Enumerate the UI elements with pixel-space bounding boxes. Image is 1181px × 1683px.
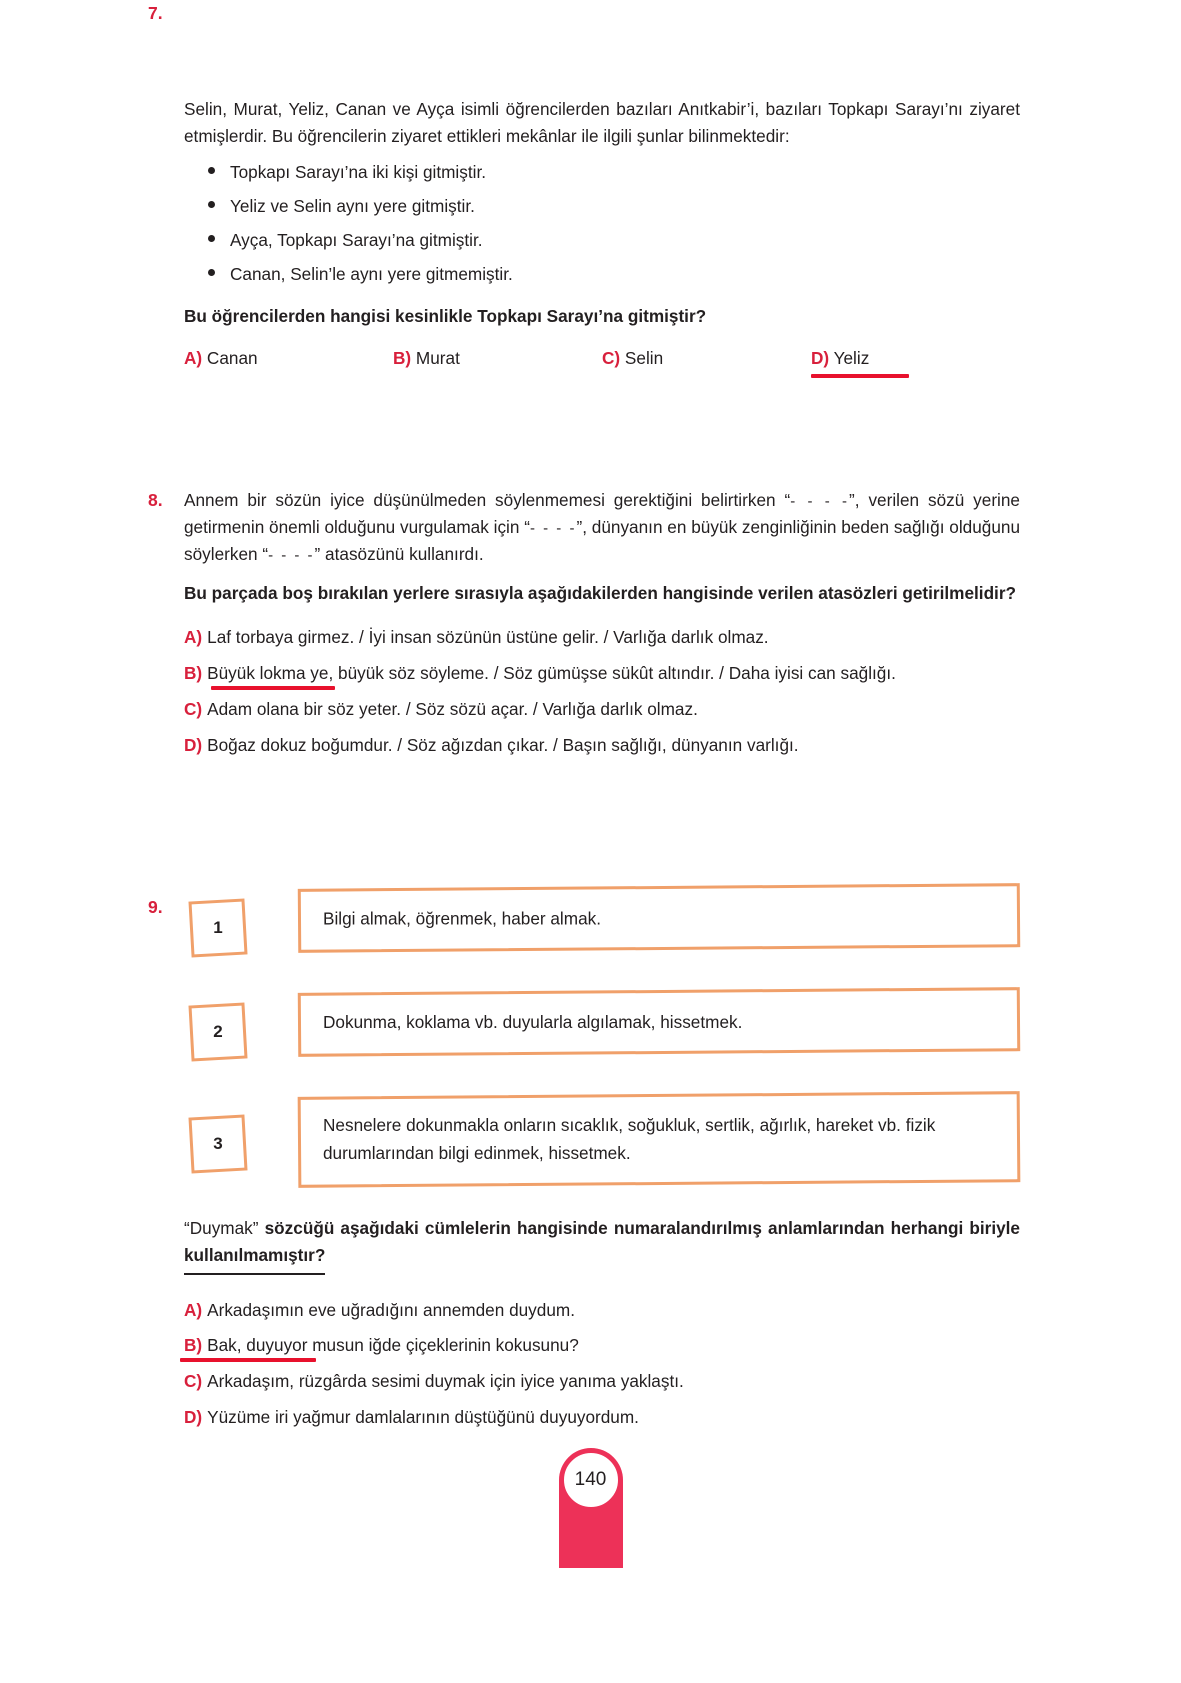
question-8-number: 8.	[148, 490, 163, 511]
option-c-text: Arkadaşım, rüzgârda sesimi duymak için iyice yanıma yaklaştı.	[207, 1371, 684, 1392]
option-b[interactable]	[184, 656, 1020, 692]
question-9-options	[184, 1293, 1020, 1436]
option-c[interactable]	[184, 1364, 1020, 1400]
option-b-letter: B)	[393, 348, 412, 369]
meaning-number-label: 2	[213, 1021, 223, 1041]
stem-part-4: ” atasözünü kullanırdı.	[314, 543, 484, 564]
option-a[interactable]	[184, 348, 393, 369]
meaning-number-2	[188, 1002, 247, 1061]
blank-dashes: - - - -	[529, 519, 577, 537]
page-number: 140	[574, 1469, 607, 1490]
answer-mark-underline	[211, 686, 335, 690]
question-7-number: 7.	[148, 3, 163, 23]
meaning-text-box-1	[298, 883, 1020, 952]
stem-part-3: ”, dünyanın en büyük zenginliğinin beden sağlığı olduğunu söylerken “	[184, 516, 1021, 564]
meaning-number-label: 3	[213, 1133, 223, 1153]
question-8	[148, 487, 1020, 764]
option-c[interactable]	[184, 692, 1020, 728]
question-7-bullet-list	[184, 155, 1020, 292]
option-a-text: Laf torbaya girmez. / İyi insan sözünün üstüne gelir. / Varlığa darlık olmaz.	[207, 627, 769, 648]
question-8-options	[184, 620, 1020, 763]
page-number-tab	[559, 1448, 623, 1568]
option-a[interactable]	[184, 620, 1020, 656]
question-9-number: 9.	[148, 896, 163, 917]
stem-part-2: ”, verilen sözü yerine getirmenin önemli olduğunu vurgulamak için “	[184, 490, 1020, 537]
option-d[interactable]	[184, 1400, 1020, 1436]
question-8-stem	[184, 487, 1020, 567]
bullet-text: Yeliz ve Selin aynı yere gitmiştir.	[230, 195, 475, 216]
question-7-prompt: Bu öğrencilerden hangisi kesinlikle Topkapı Sarayı’na gitmiştir?	[184, 306, 707, 327]
bullet-text: Topkapı Sarayı’na iki kişi gitmiştir.	[230, 161, 486, 182]
option-d-letter: D)	[811, 348, 830, 369]
meaning-text: Dokunma, koklama vb. duyularla algılamak, hissetmek.	[323, 1011, 743, 1032]
list-item	[202, 223, 1020, 257]
meaning-text-box-3	[298, 1091, 1021, 1188]
list-item	[202, 189, 1020, 223]
option-b[interactable]	[184, 1328, 1020, 1364]
option-c[interactable]	[602, 348, 811, 369]
prompt-underlined-text: kullanılmamıştır?	[184, 1242, 325, 1275]
question-9-prompt	[148, 1215, 1020, 1275]
question-9	[148, 886, 1020, 1436]
option-a-text: Canan	[206, 348, 258, 369]
meaning-box-row-2	[148, 990, 1020, 1064]
section-spacer	[148, 764, 1020, 882]
option-a-letter: A)	[184, 348, 203, 369]
option-b-text: Bak, duyuyor musun iğde çiçeklerinin kokusunu?	[207, 1335, 579, 1356]
meaning-number-1	[188, 898, 247, 957]
option-d[interactable]	[811, 348, 1020, 369]
option-d-text: Boğaz dokuz boğumdur. / Söz ağızdan çıkar. / Başın sağlığı, dünyanın varlığı.	[207, 734, 799, 755]
question-7-options	[184, 348, 1020, 369]
question-8-prompt: Bu parçada boş bırakılan yerlere sırasıyla aşağıdakilerden hangisinde verilen atasözleri getirilmelidir?	[184, 582, 1017, 603]
option-c-letter: C)	[184, 698, 203, 719]
prompt-quoted-word: “Duymak”	[184, 1217, 259, 1238]
question-7	[148, 0, 1020, 369]
meaning-text: Nesnelere dokunmakla onların sıcaklık, soğukluk, sertlik, ağırlık, hareket vb. fizik durumlarından bilgi edinmek, hissetmek.	[322, 1114, 936, 1163]
section-spacer	[148, 369, 1020, 487]
meaning-text: Bilgi almak, öğrenmek, haber almak.	[323, 908, 602, 929]
option-a-letter: A)	[184, 627, 203, 648]
bullet-dot-icon	[208, 167, 215, 174]
meaning-text-box-2	[298, 987, 1020, 1056]
option-c-text: Selin	[624, 348, 664, 369]
list-item	[202, 155, 1020, 189]
option-d-text: Yüzüme iri yağmur damlalarının düştüğünü duyuyordum.	[207, 1407, 639, 1427]
page-content	[148, 0, 1020, 1436]
meaning-number-label: 1	[213, 917, 223, 937]
meaning-number-3	[188, 1114, 247, 1173]
option-c-text: Adam olana bir söz yeter. / Söz sözü açar. / Varlığa darlık olmaz.	[207, 698, 698, 719]
option-a-text: Arkadaşımın eve uğradığını annemden duydum.	[207, 1299, 575, 1320]
option-b-text: Murat	[415, 348, 460, 369]
bullet-text: Canan, Selin’le aynı yere gitmemiştir.	[230, 264, 513, 285]
option-d-text: Yeliz	[833, 348, 870, 369]
stem-part-1: Annem bir sözün iyice düşünülmeden söylenmemesi gerektiğini belirtirken “	[184, 490, 791, 511]
bullet-dot-icon	[208, 201, 215, 208]
bullet-dot-icon	[208, 235, 215, 242]
option-a[interactable]	[184, 1293, 1020, 1329]
answer-mark-underline	[180, 1358, 316, 1362]
option-b-letter: B)	[184, 663, 203, 684]
prompt-bold-text: sözcüğü aşağıdaki cümlelerin hangisinde numaralandırılmış anlamlarından herhangi biriyle	[258, 1217, 1020, 1238]
option-b[interactable]	[393, 348, 602, 369]
bullet-dot-icon	[208, 269, 215, 276]
bullet-text: Ayça, Topkapı Sarayı’na gitmiştir.	[230, 229, 483, 250]
meaning-box-row-1	[148, 886, 1020, 960]
option-d[interactable]	[184, 728, 1020, 764]
meaning-boxes	[148, 886, 1020, 1185]
meaning-box-row-3	[148, 1094, 1020, 1185]
list-item	[202, 257, 1020, 291]
option-a-letter: A)	[184, 1299, 203, 1320]
option-c-letter: C)	[184, 1371, 203, 1392]
option-b-letter: B)	[184, 1335, 203, 1356]
answer-mark-underline	[811, 374, 909, 378]
question-9-body	[148, 886, 1020, 1436]
option-c-letter: C)	[602, 348, 621, 369]
option-b-text: Büyük lokma ye, büyük söz söyleme. / Söz gümüşse sükût altındır. / Daha iyisi can sağlığı.	[207, 663, 896, 684]
question-7-stem: Selin, Murat, Yeliz, Canan ve Ayça isimli öğrencilerden bazıları Anıtkabir’i, bazıları Topkapı Sarayı’nı ziyaret etmişlerdir. Bu öğrencilerin ziyaret ettikleri mekânlar ile ilgili şunlar bilinmektedir:	[184, 99, 1020, 146]
blank-dashes: - - - -	[268, 546, 315, 564]
blank-dashes: - - - -	[790, 493, 850, 511]
option-d-letter: D)	[184, 734, 203, 755]
question-7-body	[184, 96, 1020, 369]
option-d-letter: D)	[184, 1407, 203, 1427]
question-8-body	[184, 487, 1020, 764]
